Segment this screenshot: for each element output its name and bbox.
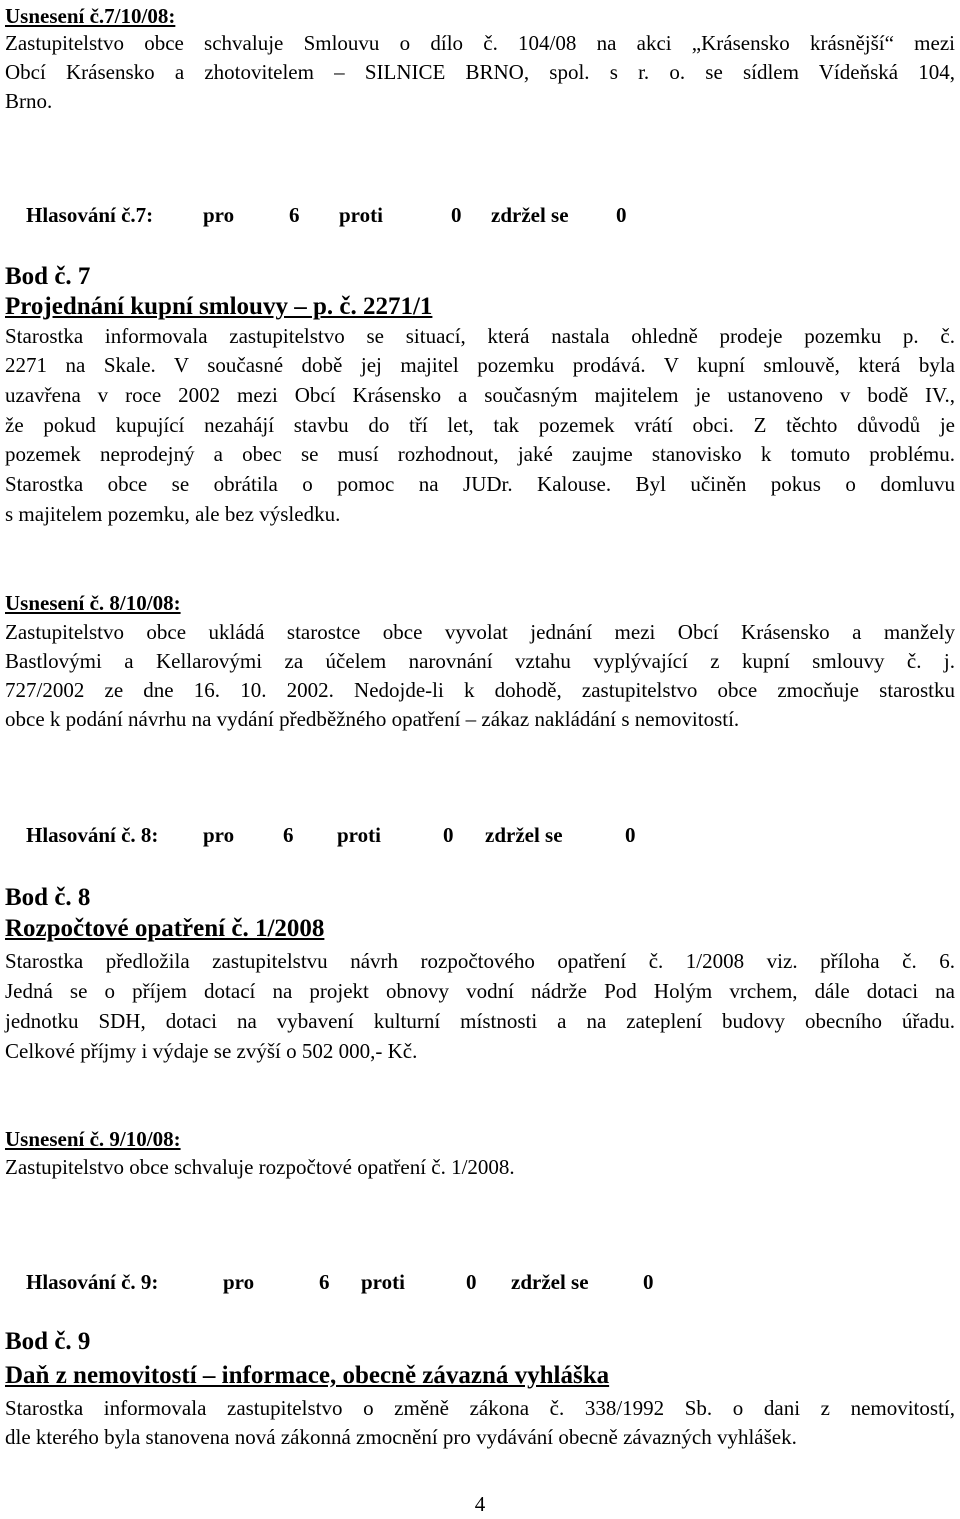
- vote-9-label: Hlasování č. 9:: [26, 1270, 159, 1294]
- vote-8-label: Hlasování č. 8:: [26, 823, 159, 847]
- item-9-line-1: Starostka informovala zastupitelstvo o změně zákona č. 338/1992 Sb. o dani z nemovitostí,: [5, 1396, 955, 1420]
- vote-7-for-count: 6: [289, 203, 300, 227]
- resolution-8-line-2: Bastlovými a Kellarovými za účelem narovnání vztahu vyplývající z kupní smlouvy č. j.: [5, 649, 955, 673]
- item-8-line-2: Jedná se o příjem dotací na projekt obnovy vodní nádrže Pod Holým vrchem, dále dotaci na: [5, 979, 955, 1003]
- vote-9-for-label: pro: [223, 1270, 255, 1294]
- item-7-line-2: 2271 na Skale. V současné době jej majitel pozemku prodává. V kupní smlouvě, která byla: [5, 353, 955, 377]
- resolution-9-heading: Usnesení č. 9/10/08:: [5, 1127, 181, 1151]
- vote-7: [5, 172, 627, 259]
- page-number: 4: [474, 1492, 486, 1516]
- vote-9-abstain-label: zdržel se: [511, 1270, 589, 1294]
- vote-7-abstain-count: 0: [616, 203, 627, 227]
- item-7-number: Bod č. 7: [5, 263, 91, 290]
- vote-9-against-count: 0: [466, 1270, 477, 1294]
- item-7-title: Projednání kupní smlouvy – p. č. 2271/1: [5, 293, 433, 320]
- vote-9-against-label: proti: [361, 1270, 405, 1294]
- item-8-title: Rozpočtové opatření č. 1/2008: [5, 915, 325, 942]
- vote-9: [5, 1239, 654, 1326]
- vote-9-for-count: 6: [319, 1270, 330, 1294]
- resolution-8-line-1: Zastupitelstvo obce ukládá starostce obce vyvolat jednání mezi Obcí Krásensko a manžely: [5, 620, 955, 644]
- item-8-line-4: Celkové příjmy i výdaje se zvýší o 502 000,- Kč.: [5, 1039, 418, 1063]
- item-7-line-5: pozemek neprodejný a obec se musí rozhodnout, jaké zaujme stanovisko k tomuto problému.: [5, 442, 955, 466]
- vote-9-abstain-count: 0: [643, 1270, 654, 1294]
- vote-8-for-label: pro: [203, 823, 235, 847]
- item-9-number: Bod č. 9: [5, 1328, 91, 1355]
- item-7-line-7: s majitelem pozemku, ale bez výsledku.: [5, 502, 341, 526]
- vote-8-against-count: 0: [443, 823, 454, 847]
- resolution-9-line-1: Zastupitelstvo obce schvaluje rozpočtové opatření č. 1/2008.: [5, 1155, 515, 1179]
- vote-7-abstain-label: zdržel se: [491, 203, 569, 227]
- vote-7-against-label: proti: [339, 203, 383, 227]
- resolution-8-line-3: 727/2002 ze dne 16. 10. 2002. Nedojde-li k dohodě, zastupitelstvo obce zmocňuje starostku: [5, 678, 955, 702]
- vote-7-against-count: 0: [451, 203, 462, 227]
- item-9-line-2: dle kterého byla stanovena nová zákonná zmocnění pro vydávání obecně závazných vyhlášek.: [5, 1425, 797, 1449]
- resolution-7-line-1: Zastupitelstvo obce schvaluje Smlouvu o dílo č. 104/08 na akci „Krásensko krásnější“ mezi: [5, 31, 955, 55]
- vote-8-for-count: 6: [283, 823, 294, 847]
- item-7-line-1: Starostka informovala zastupitelstvo se situací, která nastala ohledně prodeje pozemku p. č.: [5, 324, 955, 348]
- item-8-line-3: jednotku SDH, dotaci na vybavení kulturní místnosti a na zateplení budovy obecního úřadu.: [5, 1009, 955, 1033]
- item-8-number: Bod č. 8: [5, 884, 91, 911]
- resolution-7-line-2: Obcí Krásensko a zhotovitelem – SILNICE BRNO, spol. s r. o. se sídlem Vídeňská 104,: [5, 60, 955, 84]
- vote-8-abstain-label: zdržel se: [485, 823, 563, 847]
- resolution-8-heading: Usnesení č. 8/10/08:: [5, 591, 181, 615]
- vote-7-for-label: pro: [203, 203, 235, 227]
- resolution-7-line-3: Brno.: [5, 89, 53, 113]
- item-7-line-6: Starostka obce se obrátila o pomoc na JUDr. Kalouse. Byl učiněn pokus o domluvu: [5, 472, 955, 496]
- resolution-7-heading: Usnesení č.7/10/08:: [5, 4, 176, 28]
- item-9-title: Daň z nemovitostí – informace, obecně závazná vyhláška: [5, 1362, 610, 1389]
- vote-8-abstain-count: 0: [625, 823, 636, 847]
- vote-7-label: Hlasování č.7:: [26, 203, 154, 227]
- item-7-line-3: uzavřena v roce 2002 mezi Obcí Krásensko a současným majitelem je ustanoveno v bodě IV.,: [5, 383, 955, 407]
- vote-8-against-label: proti: [337, 823, 381, 847]
- vote-8: [5, 792, 636, 879]
- item-7-line-4: že pokud kupující nezahájí stavbu do tří let, tak pozemek vrátí obci. Z těchto důvodů je: [5, 413, 955, 437]
- item-8-line-1: Starostka předložila zastupitelstvu návrh rozpočtového opatření č. 1/2008 viz. příloha č. 6.: [5, 949, 955, 973]
- resolution-8-line-4: obce k podání návrhu na vydání předběžného opatření – zákaz nakládání s nemovitostí.: [5, 707, 740, 731]
